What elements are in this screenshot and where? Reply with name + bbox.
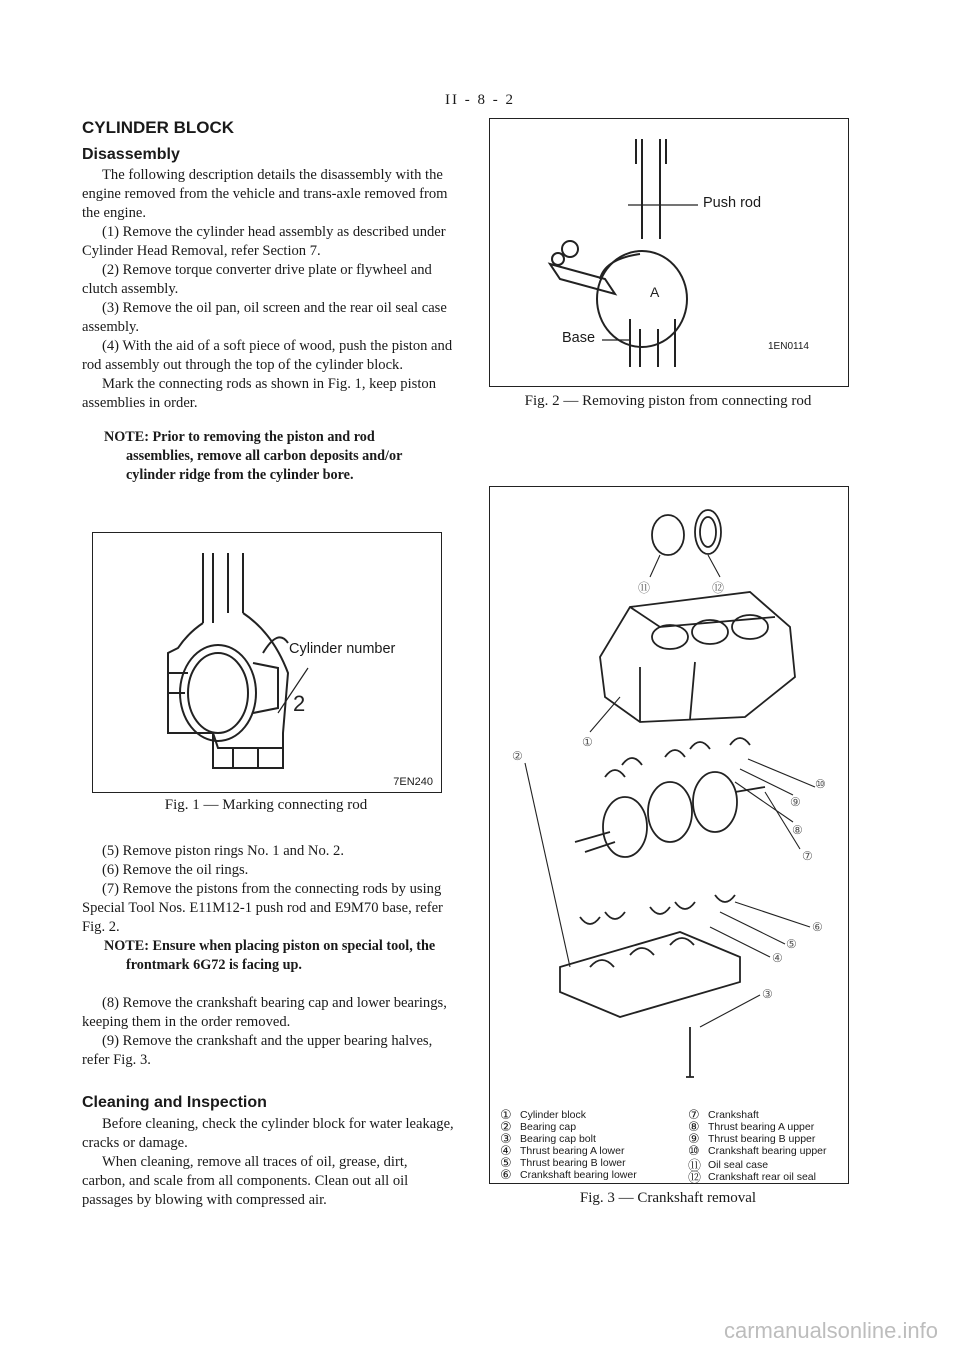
fig1-cylinder-number-label: Cylinder number (289, 641, 396, 657)
legend-label: Bearing cap bolt (520, 1133, 596, 1145)
legend-number: ⑧ (688, 1119, 700, 1134)
fig3-callout-2: ② (512, 749, 523, 763)
fig3-callout-9: ⑨ (790, 795, 801, 809)
step-9: (9) Remove the crankshaft and the upper bearing halves, refer Fig. 3. (82, 1033, 433, 1068)
legend-label: Bearing cap (520, 1121, 577, 1133)
svg-text:A: A (650, 284, 660, 300)
legend-number: ⑩ (688, 1143, 700, 1158)
legend-label: Cylinder block (520, 1109, 586, 1121)
step-8: (8) Remove the crankshaft bearing cap and lower bearings, keeping them in the order removed. (82, 995, 447, 1030)
connecting-rod-illustration (93, 533, 441, 792)
disassembly-heading: Disassembly (82, 146, 180, 163)
step-6: (6) Remove the oil rings. (102, 862, 249, 878)
legend-label: Thrust bearing A upper (708, 1121, 815, 1133)
disassembly-text-b (82, 842, 454, 937)
step-3: (3) Remove the oil pan, oil screen and the rear oil seal case assembly. (82, 300, 447, 335)
legend-label: Thrust bearing A lower (520, 1145, 625, 1157)
step-1: (1) Remove the cylinder head assembly as described under Cylinder Head Removal, refer Section 7. (82, 224, 446, 259)
page-number: II - 8 - 2 (445, 92, 515, 108)
cleaning-p1: Before cleaning, check the cylinder block for water leakage, cracks or damage. (82, 1116, 454, 1151)
legend-label: Thrust bearing B upper (708, 1133, 816, 1145)
fig3-callout-10: ⑩ (815, 777, 826, 791)
section-title: CYLINDER BLOCK (82, 118, 235, 137)
cleaning-p2: When cleaning, remove all traces of oil, grease, dirt, carbon, and scale from all components. Clean out all oil passages by blowing with compressed air. (82, 1154, 409, 1208)
svg-text:2: 2 (293, 691, 306, 716)
fig3-callout-1: ① (582, 735, 593, 749)
fig2-push-rod-label: Push rod (703, 195, 762, 211)
fig3-callout-4: ④ (772, 951, 783, 965)
intro-paragraph: The following description details the disassembly with the engine removed from the vehicle and trans-axle removed from the engine. (82, 167, 448, 221)
legend-label: Crankshaft bearing lower (520, 1169, 637, 1181)
legend-label: Crankshaft (708, 1109, 759, 1121)
fig1-code: 7EN240 (393, 776, 433, 788)
step-5: (5) Remove piston rings No. 1 and No. 2. (102, 843, 344, 859)
disassembly-text-c (82, 994, 454, 1070)
legend-label: Crankshaft bearing upper (708, 1145, 827, 1157)
fig2-code: 1EN0114 (768, 341, 809, 352)
legend-number: ⑤ (500, 1155, 512, 1170)
legend-number: ⑨ (688, 1131, 700, 1146)
note-2-text: NOTE: Ensure when placing piston on special tool, the frontmark 6G72 is facing up. (104, 938, 436, 973)
legend-number: ⑫ (688, 1170, 702, 1185)
note-2 (104, 937, 444, 975)
crankshaft-exploded-illustration (490, 487, 848, 1087)
fig1-caption: Fig. 1 — Marking connecting rod (164, 797, 368, 813)
legend-number: ⑥ (500, 1167, 512, 1182)
cleaning-text (82, 1115, 454, 1210)
legend-label: Oil seal case (708, 1158, 769, 1171)
mark-paragraph: Mark the connecting rods as shown in Fig. 1, keep piston assemblies in order. (82, 376, 436, 411)
step-2: (2) Remove torque converter drive plate or flywheel and clutch assembly. (82, 262, 432, 297)
fig2-base-label: Base (562, 330, 596, 346)
legend-number: ③ (500, 1131, 512, 1146)
fig3-callout-12: ⑫ (712, 581, 725, 595)
fig1-box (92, 532, 442, 793)
fig2-caption: Fig. 2 — Removing piston from connecting rod (524, 393, 812, 409)
fig3-callout-6: ⑥ (812, 920, 823, 934)
legend-number: ① (500, 1107, 512, 1122)
legend-number: ② (500, 1119, 512, 1134)
cleaning-heading: Cleaning and Inspection (82, 1094, 267, 1111)
step-4: (4) With the aid of a soft piece of wood, push the piston and rod assembly out through the top of the cylinder block. (82, 338, 453, 373)
step-7: (7) Remove the pistons from the connecting rods by using Special Tool Nos. E11M12-1 push rod and E9M70 base, refer Fig. 2. (82, 881, 443, 935)
note-1-text: NOTE: Prior to removing the piston and rod assemblies, remove all carbon deposits and/or cylinder ridge from the cylinder bore. (104, 429, 403, 483)
legend-label: Thrust bearing B lower (520, 1157, 626, 1169)
legend-number: ⑦ (688, 1107, 700, 1122)
fig3-callout-11: ⑪ (638, 581, 651, 595)
fig3-callout-3: ③ (762, 987, 773, 1001)
fig3-callout-7: ⑦ (802, 849, 813, 863)
legend-number: ④ (500, 1143, 512, 1158)
legend-item (500, 1167, 637, 1183)
fig3-callout-5: ⑤ (786, 937, 797, 951)
fig3-caption: Fig. 3 — Crankshaft removal (579, 1190, 757, 1206)
legend-number: ⑪ (688, 1158, 702, 1173)
fig3-callout-8: ⑧ (792, 823, 803, 837)
legend-label: Crankshaft rear oil seal (708, 1170, 816, 1183)
note-1 (104, 428, 444, 485)
fig2-box (489, 118, 849, 387)
footer-watermark[interactable]: carmanualsonline.info (723, 1318, 938, 1343)
legend-item (688, 1167, 816, 1186)
disassembly-text (82, 166, 454, 413)
fig3-box (489, 486, 849, 1184)
